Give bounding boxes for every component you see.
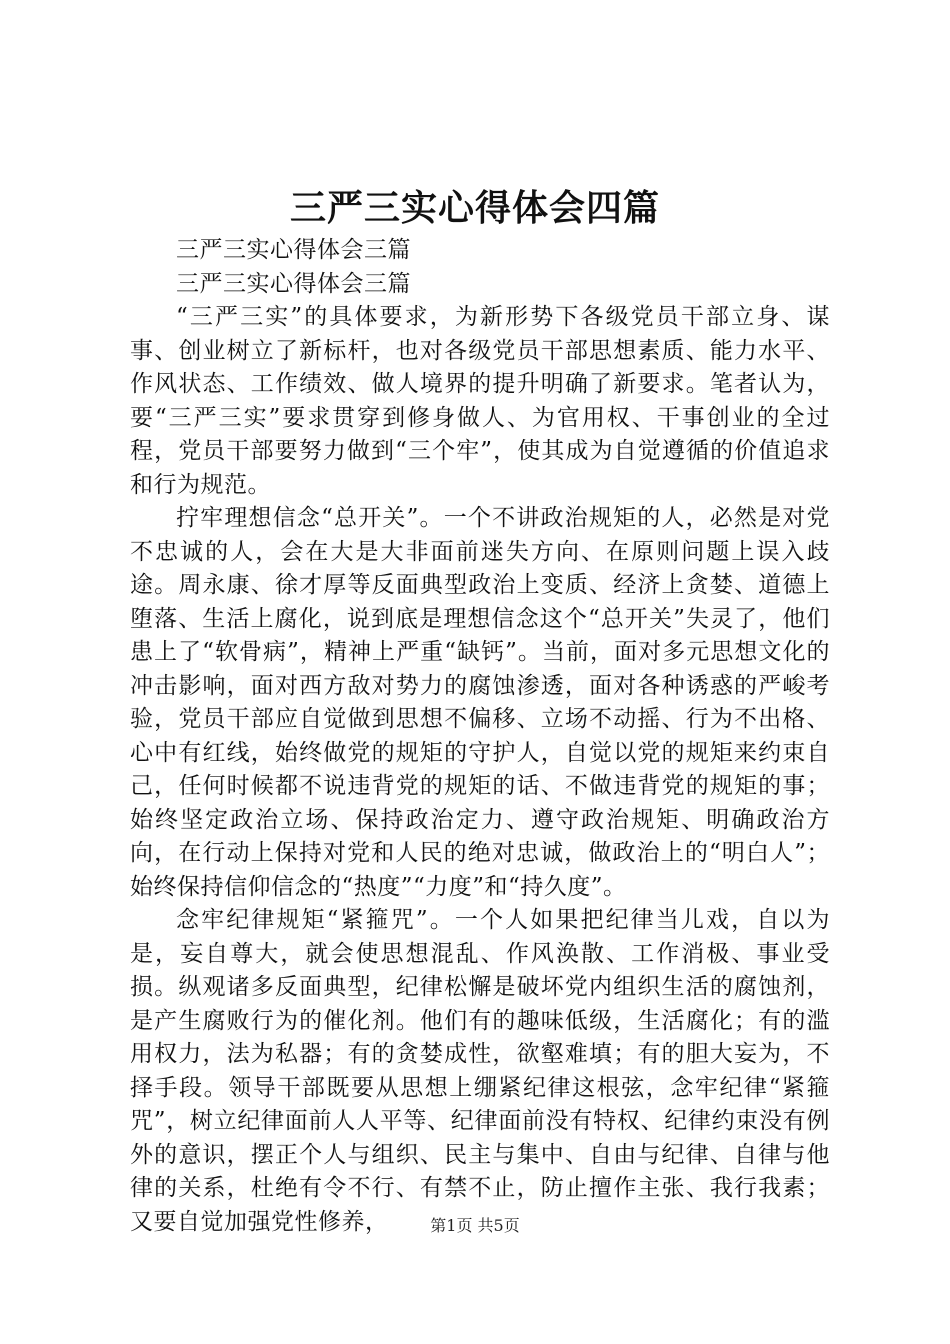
paragraph: 三严三实心得体会三篇 [176,237,411,263]
document-body [130,234,830,1239]
paragraph: 三严三实心得体会三篇 [176,270,411,297]
page-footer: 第1页 共5页 [430,1216,520,1235]
paragraph: “三严三实”的具体要求，为新形势下各级党员干部立身、谋事、创业树立了新标杆，也对各级党员干部思想素质、能力水平、作风状态、工作绩效、做人境界的提升明确了新要求。笔者认为，要“三严三实”要求贯穿到修身做人、为官用权、干事创业的全过程，党员干部要努力做到“三个牢”，使其成为自觉遵循的价值追求和行为规范。 [130,304,830,498]
paragraph: 拧牢理想信念“总开关”。一个不讲政治规矩的人，必然是对党不忠诚的人，会在大是大非面前迷失方向、在原则问题上误入歧途。周永康、徐才厚等反面典型政治上变质、经济上贪婪、道德上堕落、生活上腐化，说到底是理想信念这个“总开关”失灵了，他们患上了“软骨病”，精神上严重“缺钙”。当前，面对多元思想文化的冲击影响，面对西方敌对势力的腐蚀渗透，面对各种诱惑的严峻考验，党员干部应自觉做到思想不偏移、立场不动摇、行为不出格、心中有红线，始终做党的规矩的守护人，自觉以党的规矩来约束自己，任何时候都不说违背党的规矩的话、不做违背党的规矩的事；始终坚定政治立场、保持政治定力、遵守政治规矩、明确政治方向，在行动上保持对党和人民的绝对忠诚，做政治上的“明白人”；始终保持信仰信念的“热度”“力度”和“持久度”。 [130,505,830,900]
paragraph: 念牢纪律规矩“紧箍咒”。一个人如果把纪律当儿戏，自以为是，妄自尊大，就会使思想混乱、作风涣散、工作消极、事业受损。纵观诸多反面典型，纪律松懈是破坏党内组织生活的腐蚀剂，是产生腐败行为的催化剂。他们有的趣味低级，生活腐化；有的滥用权力，法为私器；有的贪婪成性，欲壑难填；有的胆大妄为，不择手段。领导干部既要从思想上绷紧纪律这根弦，念牢纪律“紧箍咒”，树立纪律面前人人平等、纪律面前没有特权、纪律约束没有例外的意识，摆正个人与组织、民主与集中、自由与纪律、自律与他律的关系，杜绝有令不行、有禁不止，防止擅作主张、我行我素；又要自觉加强党性修养， [130,907,830,1235]
document-title: 三严三实心得体会四篇 [289,187,660,229]
